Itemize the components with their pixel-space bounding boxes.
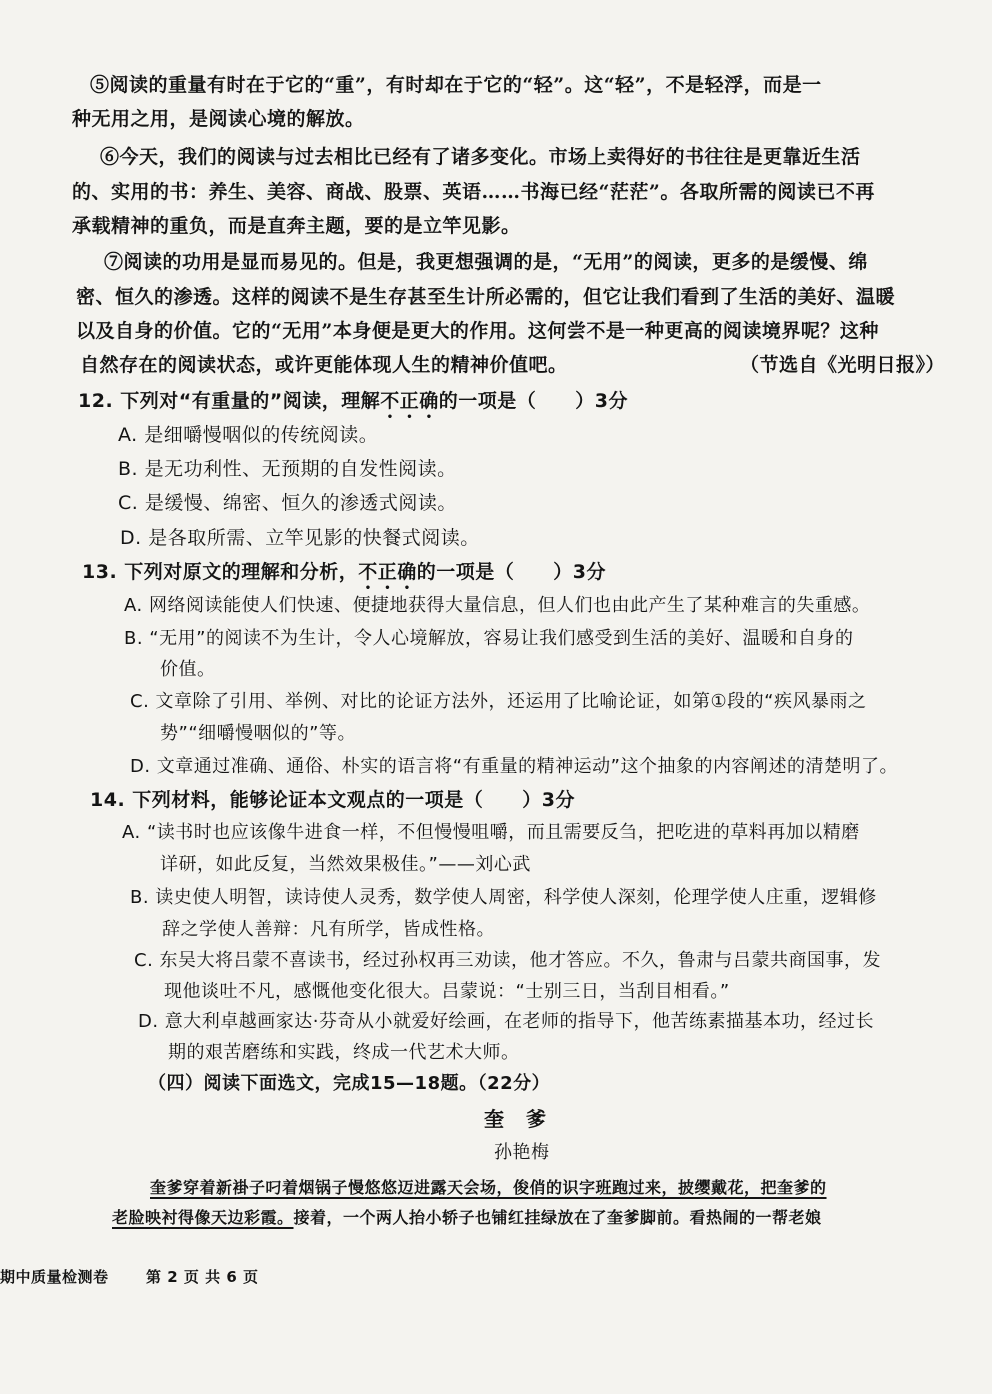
q13-option-a: A. 网络阅读能使人们快速、便捷地获得大量信息，但人们也由此产生了某种难言的失重感。 bbox=[124, 595, 871, 616]
story-line2 bbox=[112, 1205, 822, 1231]
question-12-stem bbox=[78, 388, 628, 423]
footer-page-number: 第 2 页 共 6 页 bbox=[146, 1268, 259, 1286]
passage-p7-line2: 密、恒久的渗透。这样的阅读不是生存甚至生计所必需的，但它让我们看到了生活的美好、温暖 bbox=[76, 286, 896, 308]
q13-option-d: D. 文章通过准确、通俗、朴实的语言将“有重量的精神运动”这个抽象的内容阐述的清楚明了。 bbox=[130, 756, 898, 777]
q12-stem-pre: 12. 下列对“有重量的”阅读，理解 bbox=[78, 390, 381, 412]
q14-option-a-line1: A. “读书时也应该像牛进食一样，不但慢慢咀嚼，而且需要反刍，把吃进的草料再加以精磨 bbox=[122, 822, 860, 843]
q14-option-a-line2: 详研，如此反复，当然效果极佳。”——刘心武 bbox=[160, 854, 531, 875]
q14-option-b-line2: 辞之学使人善辩：凡有所学，皆成性格。 bbox=[162, 919, 495, 940]
q14-option-d-line1: D. 意大利卓越画家达·芬奇从小就爱好绘画，在老师的指导下，他苦练素描基本功，经过长 bbox=[138, 1011, 875, 1032]
passage-p6-line1: ⑥今天，我们的阅读与过去相比已经有了诸多变化。市场上卖得好的书往往是更靠近生活 bbox=[100, 146, 861, 168]
story-author: 孙艳梅 bbox=[494, 1142, 550, 1163]
q14-option-d-line2: 期的艰苦磨练和实践，终成一代艺术大师。 bbox=[168, 1042, 520, 1063]
story-line1-underlined: 奎爹穿着新褂子叼着烟锅子慢悠悠迈进露天会场，俊俏的识字班跑过来，披缨戴花，把奎爹的 bbox=[150, 1178, 827, 1197]
q13-stem-pre: 13. 下列对原文的理解和分析， bbox=[82, 561, 359, 583]
q12-option-b: B. 是无功利性、无预期的自发性阅读。 bbox=[118, 458, 457, 480]
q13-option-c-line1: C. 文章除了引用、举例、对比的论证方法外，还运用了比喻论证，如第①段的“疾风暴雨之 bbox=[130, 691, 867, 712]
q14-option-b-line1: B. 读史使人明智，读诗使人灵秀，数学使人周密，科学使人深刻，伦理学使人庄重，逻辑修 bbox=[130, 887, 877, 908]
q12-stem-emphasis: 不正确 bbox=[380, 390, 439, 412]
q12-option-d: D. 是各取所需、立竿见影的快餐式阅读。 bbox=[120, 527, 480, 549]
passage-p7-line4: 自然存在的阅读状态，或许更能体现人生的精神价值吧。 bbox=[80, 354, 568, 376]
q12-option-a: A. 是细嚼慢咽似的传统阅读。 bbox=[118, 424, 379, 446]
q12-option-c: C. 是缓慢、绵密、恒久的渗透式阅读。 bbox=[118, 492, 457, 514]
footer-exam-name: 期中质量检测卷 bbox=[0, 1268, 109, 1286]
q13-option-b-line1: B. “无用”的阅读不为生计，令人心境解放，容易让我们感受到生活的美好、温暖和自身的 bbox=[124, 628, 854, 649]
q13-stem-emphasis: 不正确 bbox=[358, 561, 417, 583]
passage-p7-line3: 以及自身的价值。它的“无用”本身便是更大的作用。这何尝不是一种更高的阅读境界呢？这种 bbox=[76, 320, 879, 342]
question-13-stem bbox=[82, 559, 606, 594]
story-title: 奎爹 bbox=[484, 1107, 568, 1131]
q13-option-b-line2: 价值。 bbox=[160, 659, 216, 680]
passage-p5-line2: 种无用之用，是阅读心境的解放。 bbox=[72, 108, 365, 130]
q13-option-c-line2: 势”“细嚼慢咽似的”等。 bbox=[160, 723, 356, 744]
passage-p6-line2: 的、实用的书：养生、美容、商战、股票、英语……书海已经“茫茫”。各取所需的阅读已不再 bbox=[72, 181, 875, 203]
passage-p6-line3: 承载精神的重负，而是直奔主题，要的是立竿见影。 bbox=[72, 215, 521, 237]
passage-p5-line1: ⑤阅读的重量有时在于它的“重”，有时却在于它的“轻”。这“轻”，不是轻浮，而是一 bbox=[90, 74, 822, 96]
story-line2-underlined: 老脸映衬得像天边彩霞。 bbox=[112, 1208, 294, 1227]
question-14-stem: 14. 下列材料，能够论证本文观点的一项是（ ）3分 bbox=[90, 789, 575, 811]
q12-stem-post: 的一项是（ ）3分 bbox=[438, 390, 628, 412]
section-4-heading: （四）阅读下面选文，完成15—18题。（22分） bbox=[148, 1073, 551, 1094]
q14-option-c-line1: C. 东吴大将吕蒙不喜读书，经过孙权再三劝读，他才答应。不久，鲁肃与吕蒙共商国事，发 bbox=[134, 950, 882, 971]
q14-option-c-line2: 现他谈吐不凡，感慨他变化很大。吕蒙说：“士别三日，当刮目相看。” bbox=[164, 981, 730, 1002]
story-line2-rest: 接着，一个两人抬小轿子也铺红挂绿放在了奎爹脚前。看热闹的一帮老娘 bbox=[293, 1208, 822, 1227]
passage-source: （节选自《光明日报》） bbox=[740, 354, 946, 376]
passage-p7-line1: ⑦阅读的功用是显而易见的。但是，我更想强调的是，“无用”的阅读，更多的是缓慢、绵 bbox=[104, 251, 868, 273]
q13-stem-post: 的一项是（ ）3分 bbox=[416, 561, 607, 583]
